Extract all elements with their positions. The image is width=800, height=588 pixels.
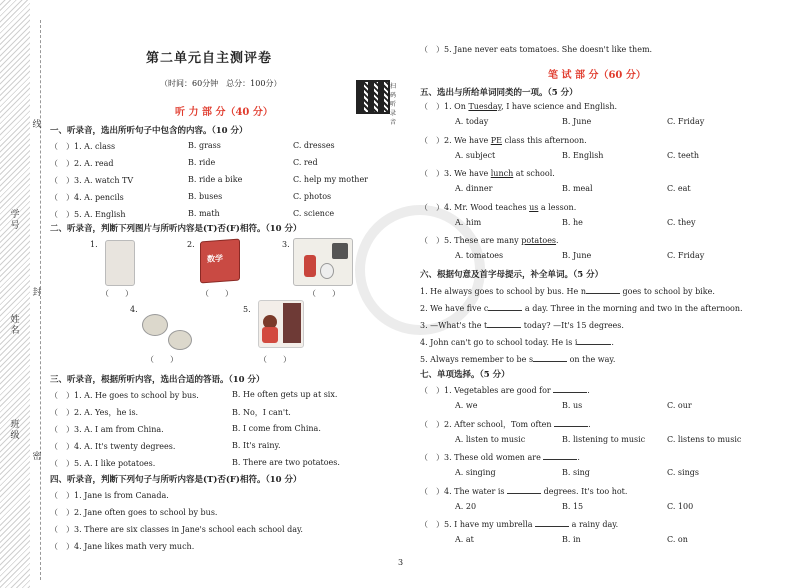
q5-text: , I have science and English. bbox=[501, 102, 618, 111]
q3-option-b: B. There are two potatoes. bbox=[232, 458, 340, 467]
q4-item: （ ）2. Jane often goes to school by bus. bbox=[50, 508, 218, 517]
answer-blank[interactable] bbox=[586, 285, 620, 294]
pic-number: 4. bbox=[130, 305, 138, 314]
q5-option-a: A. dinner bbox=[455, 184, 493, 193]
q6-question bbox=[420, 319, 624, 330]
q7-text: . bbox=[587, 386, 590, 395]
q5-text: at school. bbox=[513, 169, 555, 178]
q7-text: （ ）4. The water is bbox=[420, 486, 508, 496]
q5-option-a: A. subject bbox=[455, 150, 496, 160]
q1-option-a: （ ）3. A. watch TV bbox=[50, 176, 134, 185]
binding-gutter bbox=[0, 0, 30, 588]
q7-option-b: B. us bbox=[562, 401, 583, 410]
q7-option-b: B. sing bbox=[562, 468, 590, 477]
q1-option-a: （ ）1. A. class bbox=[50, 142, 116, 151]
q7-title: 七、单项选择。（5 分） bbox=[420, 370, 510, 380]
class-label: 班级 bbox=[10, 420, 20, 441]
q5-question bbox=[420, 235, 559, 246]
q3-option-a: （ ）5. A. I like potatoes. bbox=[50, 459, 156, 468]
q5-option-c: C. Friday bbox=[667, 251, 705, 260]
potato-picture bbox=[142, 314, 168, 336]
q6-question bbox=[420, 353, 615, 364]
name-label: 姓名 bbox=[10, 315, 20, 336]
snowy-day-picture bbox=[293, 238, 353, 286]
answer-blank[interactable] bbox=[543, 451, 577, 460]
q5-underlined-word: potatoes bbox=[521, 236, 557, 245]
q7-option-c: C. on bbox=[667, 535, 688, 544]
q5-underlined-word: lunch bbox=[490, 169, 514, 178]
q5-text: . bbox=[556, 236, 559, 245]
q3-option-a: （ ）4. A. It's twenty degrees. bbox=[50, 442, 176, 451]
q5-text: （ ）2. We have bbox=[420, 135, 491, 145]
qr-code-icon[interactable] bbox=[356, 80, 390, 114]
q7-text: . bbox=[577, 453, 580, 462]
q6-text: 1. He always goes to school by bus. He n bbox=[420, 287, 586, 296]
potato-picture bbox=[168, 330, 192, 350]
q5-question bbox=[420, 101, 617, 112]
answer-blank[interactable] bbox=[487, 319, 521, 328]
q6-title: 六、根据句意及首字母提示，补全单词。（5 分） bbox=[420, 270, 604, 280]
q3-option-a: （ ）1. A. He goes to school by bus. bbox=[50, 391, 199, 400]
q3-option-b: B. No，I can't. bbox=[232, 408, 291, 417]
q5-text: （ ）5. These are many bbox=[420, 236, 522, 245]
q6-text: goes to school by bike. bbox=[619, 287, 715, 296]
pic-number: 3. bbox=[282, 240, 290, 249]
girl-with-door-picture bbox=[258, 300, 304, 348]
q1-option-b: B. ride a bike bbox=[188, 175, 243, 184]
cut-line bbox=[40, 20, 41, 580]
q7-question bbox=[420, 518, 618, 530]
q6-text: 4. John can't go to school today. He is i bbox=[420, 338, 578, 347]
q7-question bbox=[420, 418, 591, 430]
cold-person-picture bbox=[105, 240, 135, 286]
q5-text: class this afternoon. bbox=[501, 135, 587, 145]
q7-option-b: B. listening to music bbox=[562, 434, 646, 444]
answer-blank[interactable] bbox=[554, 418, 588, 427]
q1-option-c: C. dresses bbox=[293, 141, 335, 150]
q7-question bbox=[420, 384, 590, 396]
q4-item: （ ）4. Jane likes math very much. bbox=[50, 542, 195, 551]
q6-question bbox=[420, 336, 614, 347]
q1-option-c: C. science bbox=[293, 209, 335, 218]
q5-option-a: A. tomatoes bbox=[455, 251, 504, 260]
q1-option-c: C. help my mother bbox=[293, 175, 369, 184]
q5-option-c: C. Friday bbox=[667, 117, 705, 126]
q7-question bbox=[420, 451, 580, 463]
q5-text: （ ）3. We have bbox=[420, 169, 491, 178]
gutter-mark: 密 bbox=[32, 452, 42, 462]
answer-blank[interactable] bbox=[553, 384, 587, 393]
q5-question bbox=[420, 168, 555, 179]
q1-title: 一、听录音，选出所听句子中包含的内容。（10 分） bbox=[50, 126, 248, 136]
q5-text: （ ）4. Mr. Wood teaches bbox=[420, 202, 530, 212]
q7-text: （ ）5. I have my umbrella bbox=[420, 520, 536, 529]
page-title: 第二单元自主测评卷 bbox=[146, 51, 273, 66]
q1-option-b: B. buses bbox=[188, 192, 223, 201]
student-id-label: 学号 bbox=[10, 210, 20, 231]
pic-number: 2. bbox=[187, 240, 195, 249]
answer-bracket: （ ） bbox=[146, 355, 178, 364]
q7-option-b: B. 15 bbox=[562, 501, 584, 511]
q3-title: 三、听录音，根据所听内容，选出合适的答语。（10 分） bbox=[50, 375, 265, 385]
q1-option-b: B. math bbox=[188, 209, 220, 218]
q7-option-c: C. 100 bbox=[667, 501, 694, 511]
q5-text: a lesson. bbox=[538, 202, 577, 212]
listening-section-title: 听 力 部 分（40 分） bbox=[175, 107, 273, 118]
q7-option-a: A. 20 bbox=[455, 501, 477, 511]
q1-option-a: （ ）4. A. pencils bbox=[50, 193, 124, 202]
q6-text: 3. —What's the t bbox=[420, 321, 488, 330]
q7-option-c: C. listens to music bbox=[667, 434, 742, 444]
answer-bracket: （ ） bbox=[101, 289, 133, 298]
q7-text: . bbox=[588, 419, 591, 429]
q5-underlined-word: us bbox=[529, 202, 539, 212]
q1-option-c: C. photos bbox=[293, 192, 332, 201]
q5-underlined-word: PE bbox=[490, 135, 502, 145]
written-section-title: 笔 试 部 分（60 分） bbox=[548, 70, 646, 81]
q5-title: 五、选出与所给单词同类的一项。（5 分） bbox=[420, 88, 578, 98]
q4-item: （ ）1. Jane is from Canada. bbox=[50, 491, 169, 500]
q3-option-b: B. I come from China. bbox=[232, 424, 321, 433]
q6-question bbox=[420, 302, 743, 313]
page-number: 3 bbox=[398, 558, 404, 567]
book-title: 数学 bbox=[207, 252, 223, 264]
q7-option-a: A. we bbox=[455, 401, 478, 410]
q7-text: degrees. It's too hot. bbox=[541, 486, 628, 496]
q6-text: . bbox=[611, 338, 614, 347]
q7-option-b: B. in bbox=[562, 535, 581, 544]
q5-question bbox=[420, 135, 587, 146]
qr-label: 扫码听录音 bbox=[390, 83, 397, 126]
answer-bracket: （ ） bbox=[308, 289, 340, 298]
q5-option-a: A. him bbox=[455, 217, 482, 227]
q7-option-a: A. at bbox=[455, 535, 474, 544]
q7-option-c: C. sings bbox=[667, 468, 699, 477]
answer-blank[interactable] bbox=[577, 336, 611, 345]
q5-option-c: C. eat bbox=[667, 184, 691, 193]
answer-blank[interactable] bbox=[507, 485, 541, 494]
q5-option-a: A. today bbox=[455, 117, 489, 126]
gutter-mark: 线 bbox=[32, 120, 42, 130]
answer-blank[interactable] bbox=[488, 302, 522, 311]
q1-option-b: B. ride bbox=[188, 158, 216, 167]
answer-blank[interactable] bbox=[533, 353, 567, 362]
q1-option-b: B. grass bbox=[188, 141, 221, 150]
q1-option-a: （ ）2. A. read bbox=[50, 159, 114, 168]
q7-option-a: A. listen to music bbox=[455, 434, 526, 444]
q5-option-b: B. meal bbox=[562, 184, 593, 193]
q6-text: today? —It's 15 degrees. bbox=[521, 321, 624, 330]
q5-option-b: B. June bbox=[562, 117, 592, 126]
q2-title: 二、听录音，判断下列图片与所听内容是(T)否(F)相符。（10 分） bbox=[50, 224, 302, 234]
gutter-mark: 封 bbox=[32, 288, 42, 298]
q5-option-b: B. English bbox=[562, 150, 604, 160]
q3-option-b: B. It's rainy. bbox=[232, 441, 281, 450]
q3-option-a: （ ）2. A. Yes，he is. bbox=[50, 408, 139, 417]
q1-option-a: （ ）5. A. English bbox=[50, 210, 126, 219]
q3-option-a: （ ）3. A. I am from China. bbox=[50, 425, 164, 434]
q5-option-c: C. they bbox=[667, 217, 696, 227]
q4-item: （ ）3. There are six classes in Jane's school each school day. bbox=[50, 525, 303, 534]
q1-option-c: C. red bbox=[293, 158, 318, 167]
q5-text: （ ）1. On bbox=[420, 102, 469, 111]
q4-item-5: （ ）5. Jane never eats tomatoes. She doesn't like them. bbox=[420, 45, 653, 54]
q6-question bbox=[420, 285, 715, 296]
q7-text: （ ）2. After school，Tom often bbox=[420, 419, 555, 429]
answer-bracket: （ ） bbox=[201, 289, 233, 298]
q7-text: （ ）1. Vegetables are good for bbox=[420, 386, 554, 395]
q4-title: 四、听录音，判断下列句子与所听内容是(T)否(F)相符。（10 分） bbox=[50, 475, 302, 485]
q5-question bbox=[420, 202, 576, 213]
q6-text: 2. We have five c bbox=[420, 304, 489, 313]
q5-option-b: B. June bbox=[562, 251, 592, 260]
pic-number: 5. bbox=[243, 305, 251, 314]
q7-text: （ ）3. These old women are bbox=[420, 453, 544, 462]
q6-text: on the way. bbox=[567, 355, 616, 364]
math-book-picture bbox=[200, 239, 240, 284]
pic-number: 1. bbox=[90, 240, 98, 249]
q7-option-c: C. our bbox=[667, 401, 692, 410]
q6-text: 5. Always remember to be s bbox=[420, 355, 534, 364]
q5-option-c: C. teeth bbox=[667, 150, 699, 160]
q7-text: a rainy day. bbox=[569, 520, 619, 529]
q5-option-b: B. he bbox=[562, 217, 583, 227]
q6-text: a day. Three in the morning and two in the afternoon. bbox=[522, 304, 743, 313]
answer-blank[interactable] bbox=[535, 518, 569, 527]
test-meta: （时间：60分钟 总分：100分） bbox=[160, 79, 282, 88]
q7-option-a: A. singing bbox=[455, 468, 496, 477]
q3-option-b: B. He often gets up at six. bbox=[232, 390, 338, 399]
q7-question bbox=[420, 485, 627, 497]
q5-underlined-word: Tuesday bbox=[468, 102, 502, 111]
answer-bracket: （ ） bbox=[259, 355, 291, 364]
